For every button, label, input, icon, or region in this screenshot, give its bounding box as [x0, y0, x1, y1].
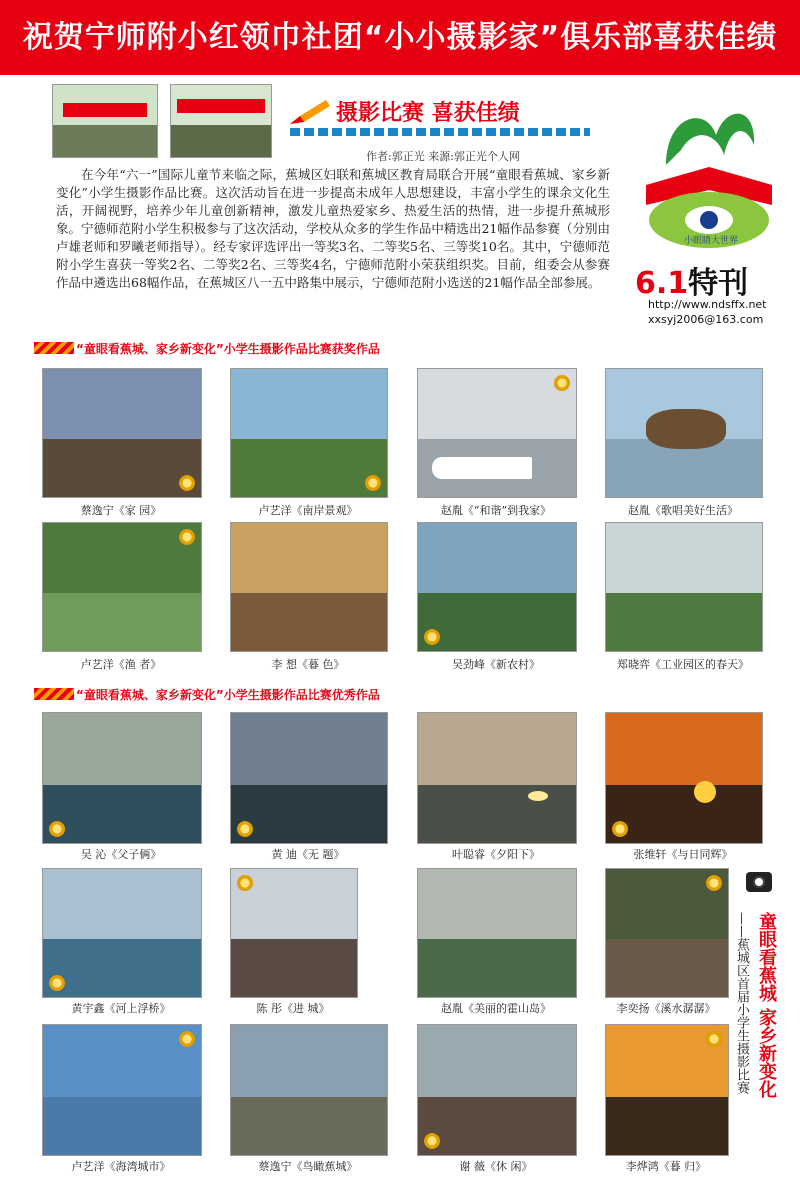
excellent-photo-7: [417, 868, 577, 998]
award-medal-icon: [554, 375, 570, 391]
camera-icon: [746, 872, 772, 892]
award-photo-3: [417, 368, 577, 498]
award-medal-icon: [706, 875, 722, 891]
award-photo-2: [230, 368, 388, 498]
excellent-caption-11: 谢 薇《休 闲》: [459, 1160, 533, 1173]
award-medal-icon: [237, 821, 253, 837]
excellent-caption-5: 黄宇鑫《河上浮桥》: [71, 1002, 171, 1015]
award-medal-icon: [424, 629, 440, 645]
excellent-caption-9: 卢艺洋《海湾城市》: [71, 1160, 171, 1173]
logo-text: 小眼睛大世界: [684, 236, 739, 246]
excellent-photo-12: [605, 1024, 729, 1156]
excellent-photo-2: [230, 712, 388, 844]
award-photo-1: [42, 368, 202, 498]
award-medal-icon: [179, 1031, 195, 1047]
award-caption-5: 卢艺洋《渔 者》: [80, 658, 162, 671]
headline-text: 摄影比赛 喜获佳绩: [336, 101, 520, 126]
excellent-photo-8: [605, 868, 729, 998]
special-issue-word: 特刊: [688, 266, 749, 301]
award-caption-4: 赵胤《歌唱美好生活》: [628, 504, 738, 517]
section-stripe-decoration: [34, 342, 74, 354]
headline-wave-decoration: [290, 128, 590, 136]
award-medal-icon: [179, 529, 195, 545]
award-medal-icon: [365, 475, 381, 491]
excellent-caption-10: 蔡逸宁《鸟瞰蕉城》: [258, 1160, 358, 1173]
excellent-photo-6: [230, 868, 358, 998]
award-photo-8: [605, 522, 763, 652]
excellent-photo-4: [605, 712, 763, 844]
section-excellent-title: “童眼看蕉城、家乡新变化”小学生摄影作品比赛优秀作品: [34, 684, 434, 704]
excellent-caption-6: 陈 彤《进 城》: [256, 1002, 330, 1015]
byline: 作者:郭正光 来源:郭正光个人网: [366, 150, 520, 163]
excellent-photo-10: [230, 1024, 388, 1156]
award-caption-3: 赵胤《“和谐”到我家》: [440, 504, 552, 517]
pencil-icon: [290, 98, 330, 124]
award-photo-6: [230, 522, 388, 652]
email-text: xxsyj2006@163.com: [648, 313, 764, 326]
award-caption-8: 郑晓弈《工业园区的春天》: [617, 658, 749, 671]
award-caption-2: 卢艺洋《南岸景观》: [258, 504, 358, 517]
page-banner-title: 祝贺宁师附小红领巾社团“小小摄影家”俱乐部喜获佳绩: [0, 0, 800, 75]
excellent-photo-5: [42, 868, 202, 998]
award-medal-icon: [424, 1133, 440, 1149]
excellent-photo-1: [42, 712, 202, 844]
excellent-photo-3: [417, 712, 577, 844]
excellent-caption-1: 吴 沁《父子俩》: [80, 848, 162, 861]
headline-box: [290, 92, 590, 137]
award-caption-6: 李 想《暮 色》: [271, 658, 345, 671]
excellent-caption-12: 李烨鸿《暮 归》: [625, 1160, 707, 1173]
excellent-caption-4: 张维轩《与日同辉》: [633, 848, 733, 861]
award-medal-icon: [179, 475, 195, 491]
vertical-slogan-subtitle: ——蕉城区首届小学生摄影比赛: [734, 912, 749, 1094]
award-medal-icon: [237, 875, 253, 891]
excellent-caption-3: 叶聪睿《夕阳下》: [452, 848, 540, 861]
section-award-title: “童眼看蕉城、家乡新变化”小学生摄影作品比赛获奖作品: [34, 338, 434, 358]
excellent-photo-9: [42, 1024, 202, 1156]
excellent-caption-2: 黄 迪《无 题》: [271, 848, 345, 861]
website-text: http://www.ndsffx.net: [648, 298, 767, 311]
special-issue-number: 6.1: [635, 266, 689, 301]
award-photo-7: [417, 522, 577, 652]
award-photo-4: [605, 368, 763, 498]
club-logo: [636, 95, 782, 255]
special-issue-label: [635, 258, 748, 302]
award-medal-icon: [49, 975, 65, 991]
award-medal-icon: [612, 821, 628, 837]
excellent-caption-7: 赵胤《美丽的霍山岛》: [441, 1002, 551, 1015]
section-stripe-decoration: [34, 688, 74, 700]
award-medal-icon: [49, 821, 65, 837]
vertical-slogan: 童眼看蕉城 家乡新变化: [756, 912, 777, 1099]
award-medal-icon: [706, 1031, 722, 1047]
award-caption-7: 吴劲峰《新农村》: [452, 658, 540, 671]
event-photo-1: [52, 84, 158, 158]
event-photo-2: [170, 84, 272, 158]
article-body: 在今年“六一”国际儿童节来临之际，蕉城区妇联和蕉城区教育局联合开展“童眼看蕉城、家乡新变化”小学生摄影作品比赛。这次活动旨在进一步提高未成年人思想建设，丰富小学生的课余文化生活，开阔视野，培养少年儿童创新精神，激发儿童热爱家乡、热爱生活的热情，进一步提升蕉城形象。宁德师范附小学生积极参与了这次活动，学校从众多的学生作品中精选出21幅作品参赛（分别由卢雄老师和罗曦老师指导）。经专家评选评出一等奖3名、二等奖5名、三等奖10名。其中，宁德师范附小学生喜获一等奖2名、二等奖2名、三等奖4名，宁德师范附小荣获组织奖。目前，组委会从参赛作品中遴选出68幅作品，在蕉城区八一五中路集中展示，宁德师范附小选送的21幅作品全部参展。: [56, 167, 610, 290]
award-caption-1: 蔡逸宁《家 园》: [80, 504, 162, 517]
award-photo-5: [42, 522, 202, 652]
excellent-caption-8: 李奕扬《溪水潺潺》: [616, 1002, 716, 1015]
excellent-photo-11: [417, 1024, 577, 1156]
